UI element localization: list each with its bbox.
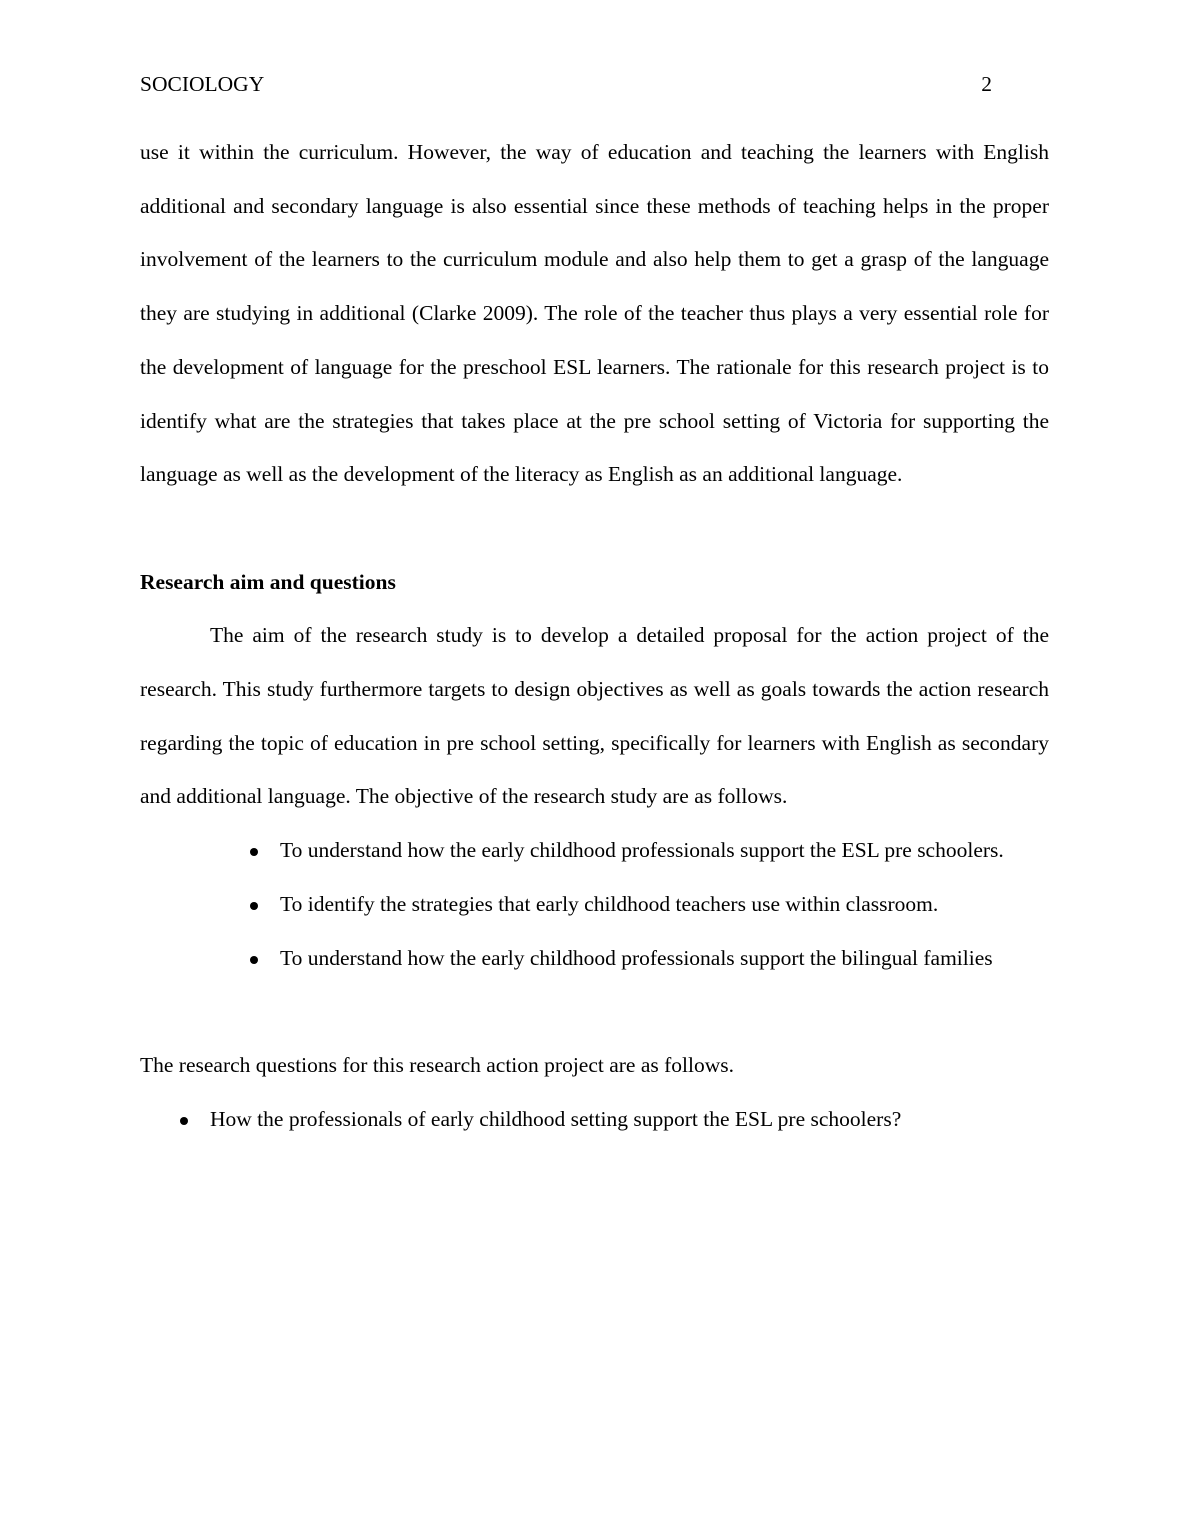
objective-item [280, 878, 1049, 932]
objective-text: To identify the strategies that early childhood teachers use within classroom. [280, 891, 939, 916]
aim-paragraph: The aim of the research study is to develop a detailed proposal for the action project of the research. This study furthermore targets to design objectives as well as goals towards the action research regarding the topic of education in pre school setting, specifically for learners with English as secondary and additional language. The objective of the research study are as follows. [140, 623, 1049, 809]
running-head: SOCIOLOGY [140, 72, 265, 96]
document-body [140, 126, 1049, 1146]
question-item [210, 1093, 1049, 1147]
continuation-paragraph: use it within the curriculum. However, the way of education and teaching the learners with English additional and secondary language is also essential since these methods of teaching helps in the proper involvement of the learners to the curriculum module and also help them to get a grasp of the language they are studying in additional (Clarke 2009). The role of the teacher thus plays a very essential role for the development of language for the preschool ESL learners. The rationale for this research project is to identify what are the strategies that takes place at the pre school setting of Victoria for supporting the language as well as the development of the literacy as English as an additional language. [140, 140, 1049, 487]
bullet-icon [244, 878, 264, 932]
objective-item [280, 932, 1049, 986]
objective-text: To understand how the early childhood professionals support the ESL pre schoolers. [280, 838, 1004, 863]
bullet-icon [244, 932, 264, 986]
questions-intro: The research questions for this research action project are as follows. [140, 1052, 735, 1077]
bullet-icon [174, 1093, 194, 1147]
question-text: How the professionals of early childhood setting support the ESL pre schoolers? [210, 1106, 902, 1131]
objective-item [280, 824, 1049, 878]
page-header [140, 70, 992, 98]
page-number: 2 [981, 72, 992, 96]
objective-text: To understand how the early childhood professionals support the bilingual families [280, 945, 993, 970]
objectives-list [140, 824, 1049, 985]
bullet-icon [244, 824, 264, 878]
section-heading: Research aim and questions [140, 569, 396, 594]
questions-list [140, 1093, 1049, 1147]
